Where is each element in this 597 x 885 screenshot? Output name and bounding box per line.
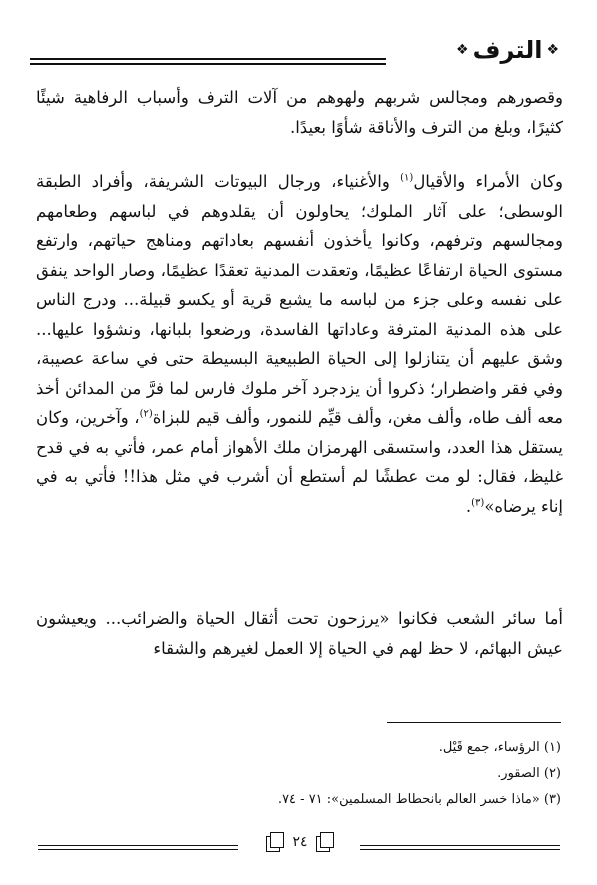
ornament-icon: ❖ xyxy=(456,42,469,58)
page-footer xyxy=(38,832,560,862)
paragraph-text: والأغنياء، ورجال البيوتات الشريفة، وأفراد الطبقة الوسطى؛ على آثار الملوك؛ يحاولون أن يقلدوهم في لباسهم وطعامهم ومجالسهم وترفهم، وكانوا يأخذون أنفسهم بعاداتهم ومناهج حياتهم، وارتفع مستوى الحياة ارتفاعًا عظيمًا، وتعقدت المدنية تعقدًا عظيمًا، وصار الواحد ينفق على نفسه وعلى جزء من لباسه ما يشبع قرية أو يكسو قبيلة... ودرج الناس على هذه المدنية المترفة وعاداتها الفاسدة، ورضعوا بلبانها، ونشؤوا عليها... وشق عليهم أن يتنازلوا إلى الحياة الطبيعية البسيطة حتى في ساعة عصيبة، وفي فقر واضطرار؛ ذكروا أن يزدجرد آخر ملوك فارس لما فرَّ من المدائن أخذ معه ألف طاه، وألف مغن، وألف قيِّم للنمور، وألف قيم للبزاة xyxy=(36,172,563,427)
paragraph: أما سائر الشعب فكانوا «يرزحون تحت أثقال الحياة والضرائب... ويعيشون عيش البهائم، لا حظ لهم في الحياة إلا العمل لغيرهم والشقاء xyxy=(36,609,563,658)
footer-rule xyxy=(38,845,238,846)
page-number: ٢٤ xyxy=(292,834,308,850)
header-rule xyxy=(30,58,386,60)
footnotes xyxy=(141,735,561,813)
footnote: (٢) الصقور. xyxy=(497,766,561,781)
ornament-icon: ❖ xyxy=(546,42,559,58)
header-title-group xyxy=(456,36,559,64)
footer-rule xyxy=(38,849,238,850)
footer-rule xyxy=(360,849,560,850)
book-ornament-icon xyxy=(266,832,284,852)
footnote-separator xyxy=(387,722,561,723)
footer-center xyxy=(250,832,350,852)
book-ornament-icon xyxy=(316,832,334,852)
footer-rule xyxy=(360,845,560,846)
footnote-ref: (٢) xyxy=(139,408,153,420)
paragraph xyxy=(36,167,563,521)
paragraph-text: . xyxy=(465,496,472,516)
footnote-ref: (١) xyxy=(400,172,414,184)
header-rule xyxy=(30,63,386,65)
footnote: (٣) «ماذا خسر العالم بانحطاط المسلمين»: ٧١ - ٧٤. xyxy=(277,792,561,807)
paragraph: وقصورهم ومجالس شربهم ولهوهم من آلات الترف وأسباب الرفاهية شيئًا كثيرًا، وبلغ من الترف والأناقة شأوًا بعيدًا. xyxy=(36,88,563,137)
paragraph-text: ، وآخرين، وكان يستقل هذا العدد، واستسقى الهرمزان ملك الأهواز أمام عمر، فأتي به في قدح غليظ، فقال: لو مت عطشًا لم أستطع أن أشرب في مثل هذا!! فأتي به في إناء يرضاه» xyxy=(36,408,563,516)
running-header xyxy=(30,34,567,74)
chapter-title: الترف xyxy=(472,36,543,64)
footnote: (١) الرؤساء، جمع قَيْل. xyxy=(438,740,561,755)
paragraph-text: وكان الأمراء والأقيال xyxy=(413,172,563,191)
footnote-ref: (٣) xyxy=(471,497,485,508)
